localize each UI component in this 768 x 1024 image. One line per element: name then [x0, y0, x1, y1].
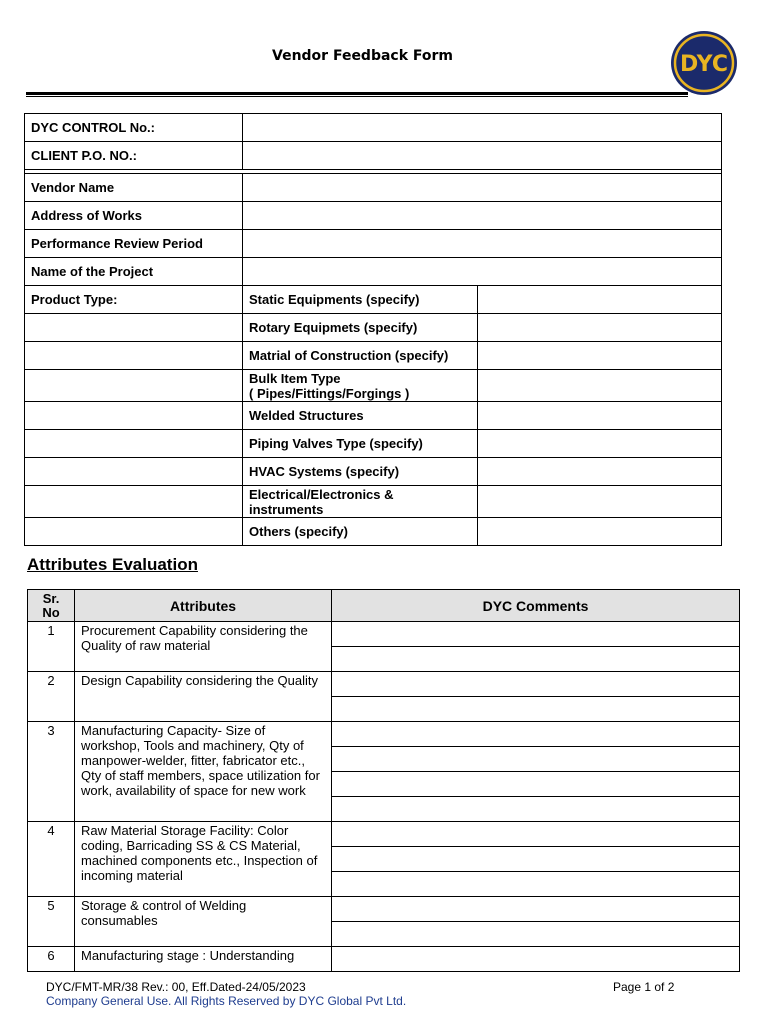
comment-field[interactable]: [332, 772, 740, 797]
form-title: Vendor Feedback Form: [272, 48, 454, 64]
product-type-label: Others (specify): [243, 518, 478, 546]
table-row: [25, 286, 722, 314]
dyc-logo: [670, 30, 738, 96]
product-type-label: Piping Valves Type (specify): [243, 430, 478, 458]
table-row: [28, 897, 740, 922]
table-row: [25, 258, 722, 286]
table-row: [25, 174, 722, 202]
table-row: [25, 314, 722, 342]
row-label: DYC CONTROL No.:: [25, 114, 243, 142]
product-type-field[interactable]: [478, 486, 722, 518]
row-label: CLIENT P.O. NO.:: [25, 142, 243, 170]
col-header-attributes: Attributes: [75, 590, 332, 622]
table-row: [28, 947, 740, 972]
product-type-label: Bulk Item Type ( Pipes/Fittings/Forgings ): [243, 370, 478, 402]
table-row: [25, 402, 722, 430]
comment-field[interactable]: [332, 697, 740, 722]
product-type-label: Welded Structures: [243, 402, 478, 430]
section-heading: Attributes Evaluation: [27, 555, 198, 574]
table-row: [25, 458, 722, 486]
comment-field[interactable]: [332, 947, 740, 972]
product-type-label: Static Equipments (specify): [243, 286, 478, 314]
client-po-field[interactable]: [243, 142, 722, 170]
logo-text: DYC: [680, 52, 728, 77]
comment-field[interactable]: [332, 847, 740, 872]
table-row: [28, 822, 740, 847]
product-type-field[interactable]: [478, 286, 722, 314]
copyright-notice: Company General Use. All Rights Reserved by DYC Global Pvt Ltd.: [46, 994, 407, 1008]
table-row: [25, 142, 722, 170]
table-row: [25, 114, 722, 142]
product-type-field[interactable]: [478, 370, 722, 402]
col-header-comments: DYC Comments: [332, 590, 740, 622]
table-row: [25, 342, 722, 370]
attribute-text: Raw Material Storage Facility: Color coding, Barricading SS & CS Material, machined components etc., Inspection of incoming material: [75, 822, 332, 897]
row-label: Product Type:: [25, 286, 243, 314]
table-row: [25, 486, 722, 518]
product-type-label: HVAC Systems (specify): [243, 458, 478, 486]
header-rule: [26, 92, 688, 95]
comment-field[interactable]: [332, 897, 740, 922]
comment-field[interactable]: [332, 872, 740, 897]
product-type-label: Rotary Equipmets (specify): [243, 314, 478, 342]
comment-field[interactable]: [332, 647, 740, 672]
row-number: 5: [28, 897, 75, 947]
control-no-field[interactable]: [243, 114, 722, 142]
attribute-text: Storage & control of Welding consumables: [75, 897, 332, 947]
comment-field[interactable]: [332, 622, 740, 647]
page-number: Page 1 of 2: [613, 980, 675, 994]
product-type-field[interactable]: [478, 458, 722, 486]
attribute-text: Design Capability considering the Quality: [75, 672, 332, 722]
project-name-field[interactable]: [243, 258, 722, 286]
product-type-field[interactable]: [478, 402, 722, 430]
col-header-sr: Sr. No: [28, 590, 75, 622]
attribute-text: Procurement Capability considering the Quality of raw material: [75, 622, 332, 672]
review-period-field[interactable]: [243, 230, 722, 258]
row-number: 1: [28, 622, 75, 672]
row-number: 2: [28, 672, 75, 722]
product-type-field[interactable]: [478, 314, 722, 342]
row-label: Vendor Name: [25, 174, 243, 202]
attributes-table: [27, 589, 740, 972]
table-row: [28, 672, 740, 697]
table-row: [28, 622, 740, 647]
comment-field[interactable]: [332, 797, 740, 822]
comment-field[interactable]: [332, 672, 740, 697]
attribute-text: Manufacturing stage : Understanding: [75, 947, 332, 972]
table-row: [25, 202, 722, 230]
product-type-field[interactable]: [478, 342, 722, 370]
document-reference: DYC/FMT-MR/38 Rev.: 00, Eff.Dated-24/05/2023: [46, 980, 306, 994]
product-type-label: Electrical/Electronics & instruments: [243, 486, 478, 518]
row-label: Performance Review Period: [25, 230, 243, 258]
table-row: [28, 722, 740, 747]
row-number: 6: [28, 947, 75, 972]
comment-field[interactable]: [332, 922, 740, 947]
row-number: 3: [28, 722, 75, 822]
table-row: [25, 518, 722, 546]
vendor-info-table: [24, 113, 722, 546]
row-label: Address of Works: [25, 202, 243, 230]
header-rule-thin: [26, 96, 688, 97]
table-row: [25, 230, 722, 258]
row-number: 4: [28, 822, 75, 897]
attribute-text: Manufacturing Capacity- Size of workshop, Tools and machinery, Qty of manpower-welder, fitter, fabricator etc., Qty of staff members, space utilization for work, availability of space for new work: [75, 722, 332, 822]
comment-field[interactable]: [332, 747, 740, 772]
product-type-field[interactable]: [478, 430, 722, 458]
comment-field[interactable]: [332, 722, 740, 747]
comment-field[interactable]: [332, 822, 740, 847]
product-type-label: Matrial of Construction (specify): [243, 342, 478, 370]
table-row: [25, 430, 722, 458]
vendor-name-field[interactable]: [243, 174, 722, 202]
product-type-field[interactable]: [478, 518, 722, 546]
address-field[interactable]: [243, 202, 722, 230]
row-label: Name of the Project: [25, 258, 243, 286]
table-row: [25, 370, 722, 402]
